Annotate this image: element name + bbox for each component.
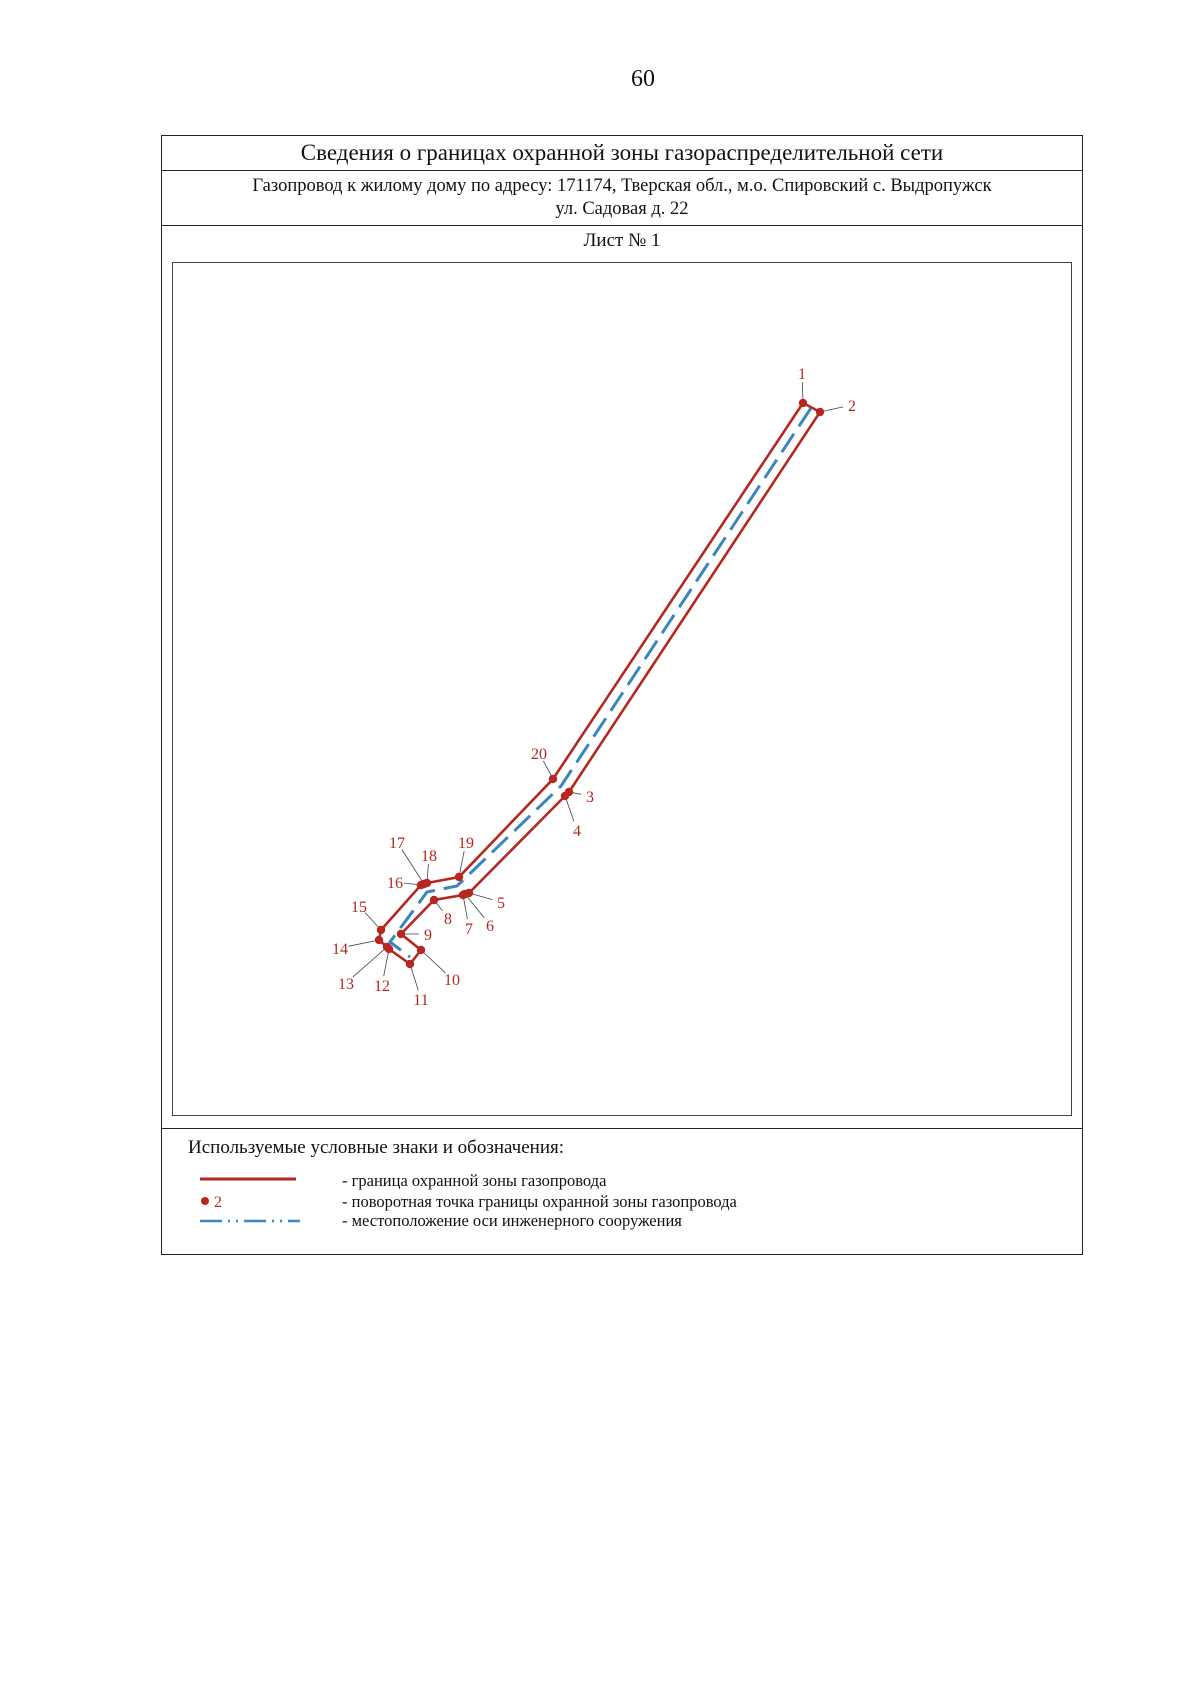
turn-point-label-11: 11 [413,992,429,1009]
sheet-number: Лист № 1 [583,230,661,251]
turn-point-7 [459,891,467,899]
boundary-sheet [161,135,1083,1255]
turn-point-label-4: 4 [573,823,581,840]
legend-point-label: 2 [214,1194,222,1211]
red-point-icon [200,1192,300,1212]
turn-point-label-20: 20 [531,746,547,763]
turn-point-label-3: 3 [586,789,594,806]
turn-point-label-12: 12 [374,978,390,995]
page-number: 60 [631,66,655,92]
turn-point-18 [423,879,431,887]
turn-point-label-8: 8 [444,911,452,928]
turn-point-label-16: 16 [387,875,403,892]
turn-point-13 [383,943,391,951]
legend-item-turn-point-text: - поворотная точка границы охранной зоны газопровода [342,1192,737,1211]
turn-point-15 [377,926,385,934]
turn-point-10 [417,946,425,954]
turn-point-9 [397,930,405,938]
legend-item-boundary [162,1171,1082,1191]
pipeline-axis [390,408,811,957]
boundary-map [173,263,1070,1114]
turn-point-label-5: 5 [497,895,505,912]
blue-dash-dot-icon [200,1211,300,1231]
turn-point-20 [549,775,557,783]
protection-zone-boundary [379,403,820,964]
legend-item-boundary-text: - граница охранной зоны газопровода [342,1171,607,1190]
turn-point-label-17: 17 [389,835,405,852]
turn-point-label-19: 19 [458,835,474,852]
point-leader-14 [349,940,379,946]
turn-point-8 [430,896,438,904]
turn-point-14 [375,936,383,944]
point-leader-10 [421,950,445,973]
turn-point-1 [799,399,807,407]
turn-point-label-9: 9 [424,927,432,944]
turn-point-label-1: 1 [798,366,806,383]
legend-title: Используемые условные знаки и обозначения: [188,1137,565,1158]
legend [162,1128,1082,1256]
turn-point-label-6: 6 [486,918,494,935]
red-line-icon [200,1171,300,1191]
turn-point-4 [561,792,569,800]
turn-point-label-13: 13 [338,976,354,993]
legend-item-axis [162,1211,1082,1231]
turn-point-label-7: 7 [465,921,473,938]
legend-item-axis-text: - местоположение оси инженерного сооружения [342,1211,682,1230]
turn-point-11 [406,960,414,968]
turn-point-label-15: 15 [351,899,367,916]
sheet-title: Сведения о границах охранной зоны газораспределительной сети [162,136,1082,171]
turn-point-label-10: 10 [444,972,460,989]
legend-item-turn-point [162,1192,1082,1212]
pipeline-address-line1: Газопровод к жилому дому по адресу: 171174, Тверская обл., м.о. Спировский с. Выдропужск [252,176,992,196]
point-leader-6 [465,894,484,918]
pipeline-address [162,171,1082,226]
turn-point-label-2: 2 [848,398,856,415]
turn-point-19 [455,873,463,881]
turn-point-label-18: 18 [421,848,437,865]
pipeline-address-line2: ул. Садовая д. 22 [555,199,689,219]
turn-point-2 [816,408,824,416]
point-leader-13 [353,947,387,977]
map-frame [172,262,1072,1116]
turn-point-label-14: 14 [332,941,348,958]
